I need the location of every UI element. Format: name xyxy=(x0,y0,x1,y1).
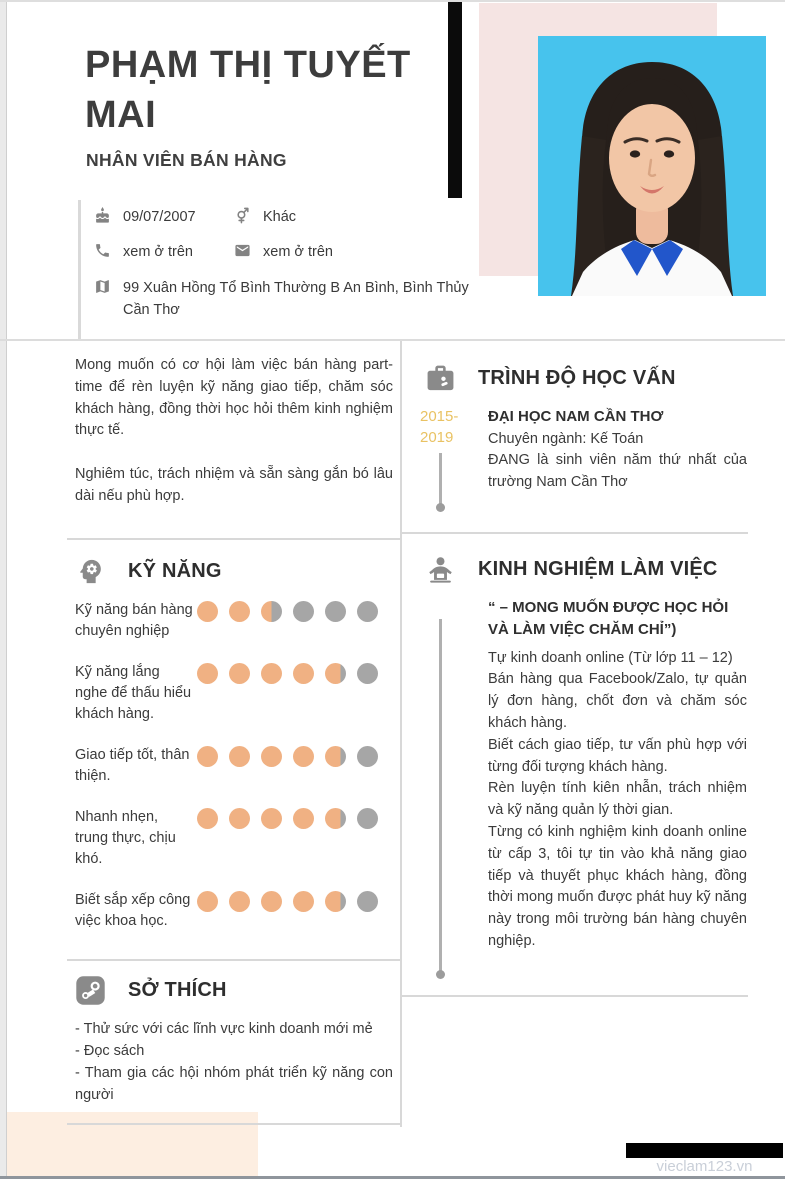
rating-dot xyxy=(325,663,346,684)
rating-dot xyxy=(325,601,346,622)
rating-dot xyxy=(197,746,218,767)
map-icon xyxy=(94,278,111,295)
skills-head-gear-icon xyxy=(75,556,106,587)
rating-dot xyxy=(357,746,378,767)
rating-dot xyxy=(261,808,282,829)
rating-dot xyxy=(357,808,378,829)
header-black-accent-bar xyxy=(448,2,462,198)
birthday-value: 09/07/2007 xyxy=(123,209,196,225)
experience-line: Bán hàng qua Facebook/Zalo, tự quản lý đơn hàng, chốt đơn và chăm sóc khách hàng. xyxy=(488,671,747,731)
birthday-cake-icon xyxy=(94,207,111,224)
right-column xyxy=(402,341,785,1127)
experience-line: Rèn luyện tính kiên nhẫn, trách nhiệm và kỹ năng quản lý thời gian. xyxy=(488,780,747,819)
experience-timeline-dot xyxy=(436,970,445,979)
skill-item xyxy=(75,745,393,787)
hobbies-section xyxy=(67,961,400,1125)
contact-block xyxy=(78,200,483,339)
experience-heading: KINH NGHIỆM LÀM VIỆC xyxy=(478,557,718,580)
rating-dot xyxy=(229,746,250,767)
education-period-to: 2019 xyxy=(420,429,454,446)
skill-rating-dots xyxy=(197,663,378,684)
skill-rating-dots xyxy=(197,746,378,767)
skill-label: Kỹ năng bán hàng chuyên nghiệp xyxy=(75,601,193,639)
education-school: ĐẠI HỌC NAM CẦN THƠ xyxy=(488,408,664,425)
education-heading: TRÌNH ĐỘ HỌC VẤN xyxy=(478,367,676,389)
skill-label: Nhanh nhẹn, trung thực, chịu khó. xyxy=(75,808,176,867)
skill-rating-dots xyxy=(197,808,378,829)
skill-label: Kỹ năng lắng nghe để thấu hiểu khách hàng. xyxy=(75,663,192,722)
objective-paragraph-1: Mong muốn có cơ hội làm việc bán hàng part-time để rèn luyện kỹ năng giao tiếp, chăm sóc khách hàng, đồng thời học hỏi thêm kinh nghiệm thực tế. xyxy=(75,357,393,439)
rating-dot xyxy=(357,601,378,622)
hobby-list xyxy=(75,1018,393,1106)
experience-timeline-line xyxy=(439,619,442,971)
candidate-name: PHẠM THỊ TUYẾT MAI xyxy=(85,44,411,137)
rating-dot xyxy=(293,891,314,912)
rating-dot xyxy=(293,808,314,829)
skill-item xyxy=(75,890,393,932)
skill-label: Giao tiếp tốt, thân thiện. xyxy=(75,746,190,784)
rating-dot xyxy=(261,601,282,622)
rating-dot xyxy=(229,663,250,684)
rating-dot xyxy=(261,891,282,912)
address-value: 99 Xuân Hồng Tổ Bình Thường B An Bình, Bình Thủy Cần Thơ xyxy=(123,279,469,319)
contact-birthday xyxy=(94,206,234,228)
phone-value: xem ở trên xyxy=(123,244,193,261)
education-period-from: 2015- xyxy=(420,408,459,425)
gender-value: Khác xyxy=(263,209,297,225)
gender-icon xyxy=(234,207,251,224)
profile-photo xyxy=(538,36,766,296)
education-timeline xyxy=(420,406,460,512)
experience-section xyxy=(402,534,748,997)
email-value: xem ở trên xyxy=(263,244,333,261)
rating-dot xyxy=(197,891,218,912)
mail-icon xyxy=(234,242,251,259)
rating-dot xyxy=(229,808,250,829)
skill-rating-dots xyxy=(197,891,378,912)
skill-item xyxy=(75,600,393,642)
experience-line: Tự kinh doanh online (Từ lớp 11 – 12) xyxy=(488,649,733,666)
rating-dot xyxy=(325,746,346,767)
experience-title: “ – MONG MUỐN ĐƯỢC HỌC HỎI VÀ LÀM VIỆC CHĂM CHỈ”) xyxy=(488,598,729,638)
skill-label: Biết sắp xếp công việc khoa học. xyxy=(75,891,191,929)
footer-black-bar xyxy=(626,1143,783,1158)
rating-dot xyxy=(357,663,378,684)
rating-dot xyxy=(197,663,218,684)
education-section xyxy=(402,341,748,534)
rating-dot xyxy=(325,808,346,829)
hobbies-heading: SỞ THÍCH xyxy=(128,978,227,1001)
profile-photo-illustration xyxy=(538,36,766,296)
rating-dot xyxy=(229,891,250,912)
rating-dot xyxy=(261,746,282,767)
rating-dot xyxy=(229,601,250,622)
contact-phone xyxy=(94,241,234,263)
skill-rating-dots xyxy=(197,601,378,622)
objective-paragraph-2: Nghiêm túc, trách nhiệm và sẵn sàng gắn bó lâu dài nếu phù hợp. xyxy=(75,466,393,504)
briefcase-icon xyxy=(425,363,456,394)
skills-section xyxy=(67,540,400,961)
steam-game-icon xyxy=(75,975,106,1006)
watermark: vieclam123.vn xyxy=(656,1158,753,1175)
contact-address xyxy=(94,277,483,322)
education-timeline-dot xyxy=(436,503,445,512)
page-top-edge xyxy=(0,0,785,2)
left-column xyxy=(7,341,402,1127)
skill-item xyxy=(75,807,393,870)
page-left-edge xyxy=(0,0,7,1179)
hobby-item: - Đọc sách xyxy=(75,1042,145,1059)
rating-dot xyxy=(293,746,314,767)
content-columns xyxy=(7,341,785,1127)
rating-dot xyxy=(293,601,314,622)
rating-dot xyxy=(197,808,218,829)
hobby-item: - Thử sức với các lĩnh vực kinh doanh mới mẻ xyxy=(75,1020,373,1037)
skill-list xyxy=(75,600,393,932)
hobby-item: - Tham gia các hội nhóm phát triển kỹ năng con người xyxy=(75,1064,393,1103)
rating-dot xyxy=(293,663,314,684)
candidate-job-title: NHÂN VIÊN BÁN HÀNG xyxy=(86,150,287,170)
rating-dot xyxy=(197,601,218,622)
experience-lines xyxy=(488,648,747,953)
rating-dot xyxy=(325,891,346,912)
experience-line: Biết cách giao tiếp, tư vấn phù hợp với từng đối tượng khách hàng. xyxy=(488,736,747,775)
education-note: ĐANG là sinh viên năm thứ nhất của trường Nam Cần Thơ xyxy=(488,452,747,490)
skill-item xyxy=(75,662,393,725)
contact-email xyxy=(234,241,333,263)
education-timeline-line xyxy=(439,453,442,504)
contact-gender xyxy=(234,206,296,228)
rating-dot xyxy=(261,663,282,684)
rating-dot xyxy=(357,891,378,912)
person-working-icon xyxy=(425,554,456,585)
education-major: Chuyên ngành: Kế Toán xyxy=(488,431,644,447)
experience-timeline xyxy=(420,597,460,979)
skills-heading: KỸ NĂNG xyxy=(128,559,222,582)
experience-line: Từng có kinh nghiệm kinh doanh online từ cấp 3, tôi tự tin vào khả năng giao tiếp và thuyết phục khách hàng, đồng thời mong muốn được phát huy kỹ năng này trong môi trường bán hàng chuyên nghiệp. xyxy=(488,823,747,949)
phone-icon xyxy=(94,242,111,259)
objective-section xyxy=(67,341,400,540)
